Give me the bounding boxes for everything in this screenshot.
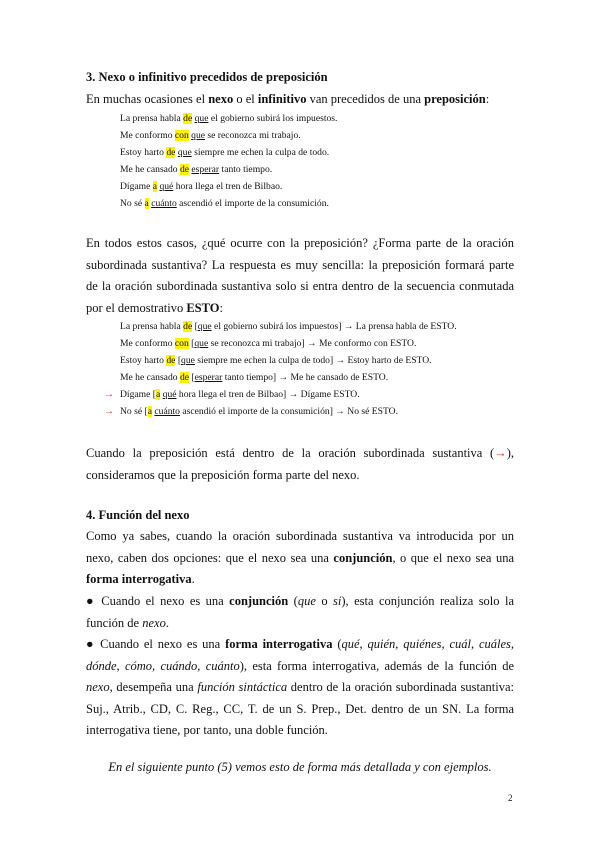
example-sentence: Me conformo con que se reconozca mi trabajo. [120,130,301,141]
page-number: 2 [508,793,513,803]
arrow-icon: → [494,446,507,460]
example-sentence: La prensa habla de que el gobierno subirá los impuestos. [120,113,338,124]
example-sentence: Estoy harto de que siempre me echen la culpa de todo. [120,147,330,158]
bullet-conjuncion: ● Cuando el nexo es una conjunción (que o si), esta conjunción realiza solo la función de nexo. [86,594,514,630]
bullet-forma-interrogativa: ● Cuando el nexo es una forma interrogativa (qué, quién, quiénes, cuál, cuáles, dónde, cómo, cuándo, cuánto), esta forma interrogativa, además de la función de nexo, desempeña una función sintáctica dentro de la oración subordinada sustantiva: Suj., Atrib., CD, C. Reg., CC, T. de un S. Prep., Det. dentro de un SN. La forma interrogativa tiene, por tanto, una doble función. [86,637,515,737]
section-4-heading: 4. Función del nexo [86,508,190,522]
arrow-icon: → [104,406,114,417]
section-4-intro: Como ya sabes, cuando la oración subordinada sustantiva va introducida por un nexo, caben dos opciones: que el nexo sea una conjunción, o que el nexo sea una forma interrogativa. [86,529,514,586]
commutation-example: Estoy harto de [que siempre me echen la culpa de todo] → Estoy harto de ESTO. [120,355,432,366]
commutation-example: No sé [a cuánto ascendió el importe de la consumición] → No sé ESTO. [120,406,399,417]
section-3-explanation: En todos estos casos, ¿qué ocurre con la preposición? ¿Forma parte de la oración subordinada sustantiva? La respuesta es muy sencilla: la preposición formará parte de la oración subordinada sustantiva solo si entra dentro de la secuencia conmutada por el demostrativo ESTO: [86,236,514,315]
section-3-intro: En muchas ocasiones el nexo o el infinitivo van precedidos de una preposición: [86,92,490,106]
example-sentence: No sé a cuánto ascendió el importe de la consumición. [120,198,329,209]
section-3-heading: 3. Nexo o infinitivo precedidos de preposición [86,70,328,84]
commutation-example: La prensa habla de [que el gobierno subirá los impuestos] → La prensa habla de ESTO. [120,321,457,332]
commutation-example: Me conformo con [que se reconozca mi trabajo] → Me conformo con ESTO. [120,338,417,349]
commutation-example: Me he cansado de [esperar tanto tiempo] → Me he cansado de ESTO. [120,372,389,383]
arrow-icon: → [104,389,114,400]
commutation-example: Dígame [a qué hora llega el tren de Bilbao] → Dígame ESTO. [120,389,360,400]
section-3-conclusion: Cuando la preposición está dentro de la oración subordinada sustantiva (→), consideramos que la preposición forma parte del nexo. [86,446,514,482]
example-sentence: Dígame a qué hora llega el tren de Bilbao. [120,181,283,192]
example-sentence: Me he cansado de esperar tanto tiempo. [120,164,273,175]
closing-note: En el siguiente punto (5) vemos esto de forma más detallada y con ejemplos. [108,760,492,774]
